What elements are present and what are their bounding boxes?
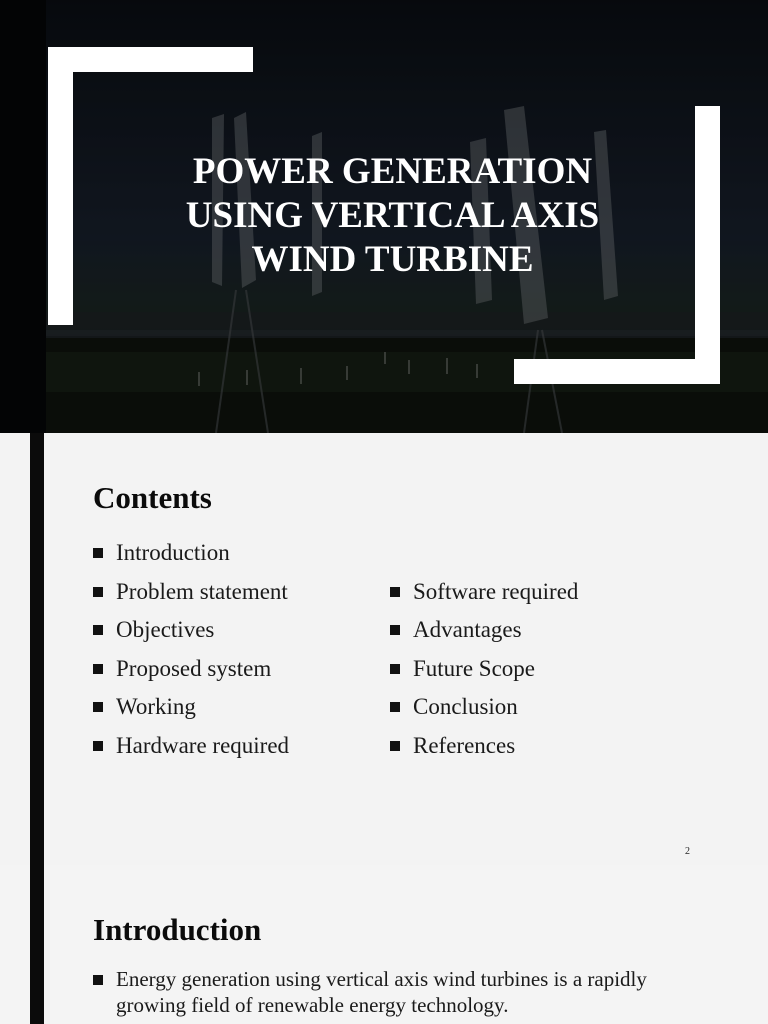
presentation-title — [150, 150, 635, 282]
introduction-heading: Introduction — [93, 912, 262, 947]
square-bullet-icon — [390, 625, 400, 635]
list-item: Proposed system — [93, 650, 289, 689]
introduction-slide — [0, 865, 768, 1024]
list-item: Software required — [390, 573, 578, 612]
list-item: Future Scope — [390, 650, 578, 689]
square-bullet-icon — [93, 741, 103, 751]
list-item: Advantages — [390, 611, 578, 650]
square-bullet-icon — [390, 741, 400, 751]
left-dark-band — [0, 0, 46, 433]
square-bullet-icon — [93, 702, 103, 712]
contents-heading: Contents — [93, 480, 212, 515]
title-line-3: WIND TURBINE — [251, 239, 534, 280]
title-line-2: USING VERTICAL AXIS — [185, 195, 600, 236]
slide-side-bar — [30, 433, 44, 865]
square-bullet-icon — [93, 587, 103, 597]
contents-slide — [0, 433, 768, 865]
introduction-list — [93, 966, 693, 1018]
list-item: Energy generation using vertical axis wind turbines is a rapidly growing field of renewable energy technology. — [93, 966, 693, 1018]
square-bullet-icon — [93, 975, 103, 985]
square-bullet-icon — [390, 664, 400, 674]
list-item: Working — [93, 688, 289, 727]
slide-side-bar — [30, 865, 44, 1024]
list-item: Objectives — [93, 611, 289, 650]
square-bullet-icon — [93, 548, 103, 558]
list-item: References — [390, 727, 578, 766]
square-bullet-icon — [390, 702, 400, 712]
title-line-1: POWER GENERATION — [192, 151, 593, 192]
square-bullet-icon — [390, 587, 400, 597]
contents-list-right — [390, 573, 578, 766]
page-number: 2 — [685, 846, 690, 857]
list-item: Problem statement — [93, 573, 289, 612]
contents-list-left — [93, 534, 289, 765]
square-bullet-icon — [93, 625, 103, 635]
list-item: Conclusion — [390, 688, 578, 727]
title-slide — [0, 0, 768, 433]
list-item: Hardware required — [93, 727, 289, 766]
list-item: Introduction — [93, 534, 289, 573]
square-bullet-icon — [93, 664, 103, 674]
